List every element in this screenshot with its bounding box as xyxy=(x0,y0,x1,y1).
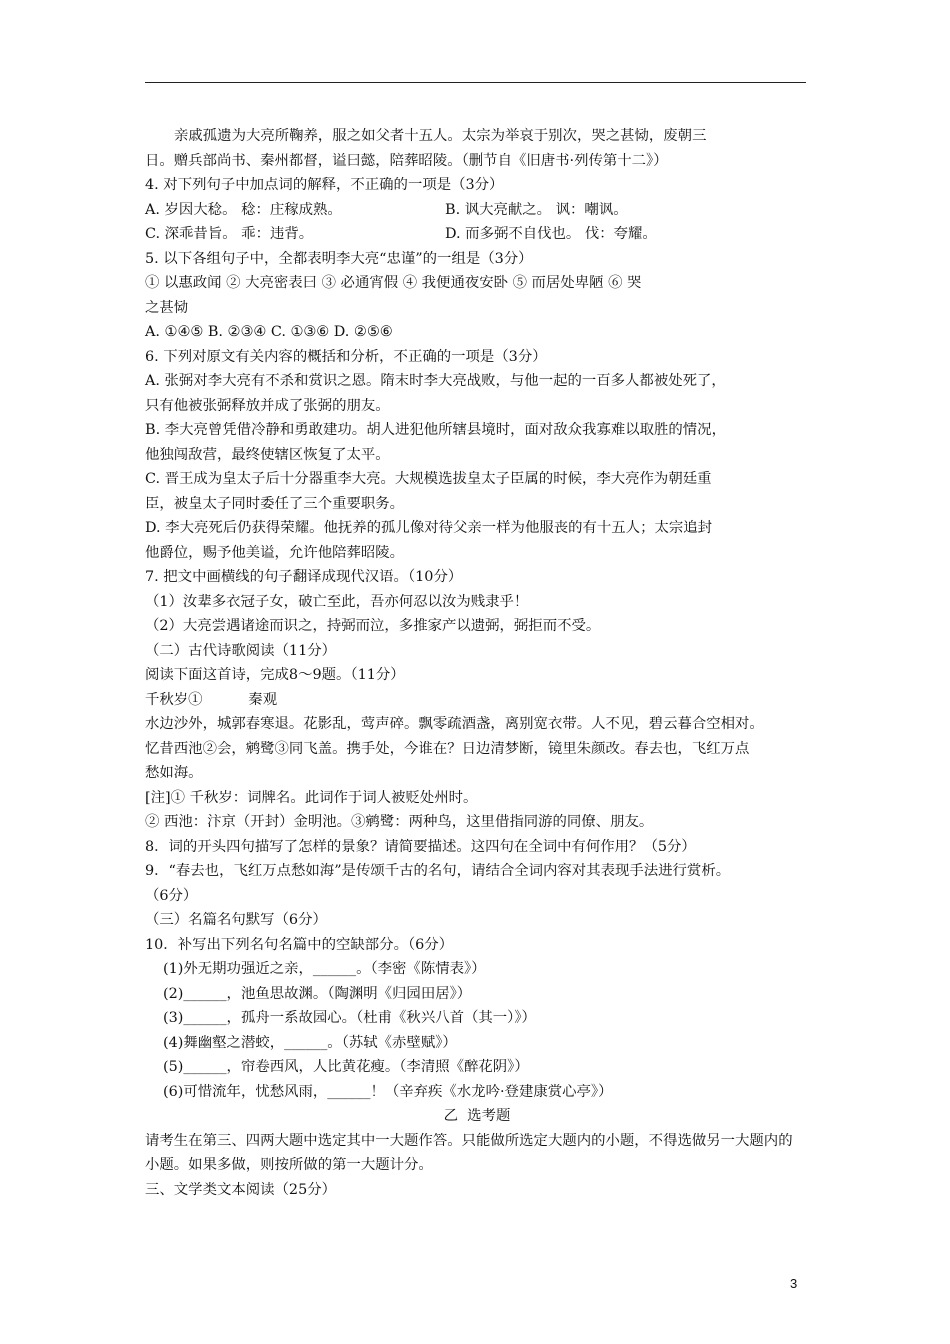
fill-blank-item: (3)______，孤舟一系故园心。（杜甫《秋兴八首（其一）》） xyxy=(163,1010,536,1026)
question-9: 9．“春去也，飞红万点愁如海”是传颂千古的名句，请结合全词内容对其表现手法进行赏析。 xyxy=(145,863,731,879)
option-a: A. 张弼对李大亮有不杀和赏识之恩。隋末时李大亮战败，与他一起的一百多人都被处死了， xyxy=(145,373,726,389)
option-b: B. 李大亮曾凭借冷静和勇敢建功。胡人进犯他所辖县境时，面对敌众我寡难以取胜的情况， xyxy=(145,422,726,438)
question-5-options: A. ①④⑤ B. ②③④ C. ①③⑥ D. ②⑤⑥ xyxy=(145,324,393,340)
poem-note: ② 西池：汴京（开封）金明池。③鹓鹭：两种鸟，这里借指同游的同僚、朋友。 xyxy=(145,814,654,830)
question-8: 8．词的开头四句描写了怎样的景象？请简要描述。这四句在全词中有何作用？（5分） xyxy=(145,838,696,855)
page-number: 3 xyxy=(790,1276,798,1291)
instruction-line: 小题。如果多做，则按所做的第一大题计分。 xyxy=(145,1157,433,1173)
passage-line: 日。赠兵部尚书、秦州都督，谥曰懿，陪葬昭陵。（删节自《旧唐书·列传第十二》） xyxy=(145,152,668,169)
option-a: A. 岁因大稔。 稔：庄稼成熟。 xyxy=(145,201,342,218)
poem-title: 千秋岁① 秦观 xyxy=(145,691,278,708)
option-c: C. 晋王成为皇太子后十分器重李大亮。大规模选拔皇太子臣属的时候，李大亮作为朝廷重 xyxy=(145,471,712,487)
question-10: 10．补写出下列名句名篇中的空缺部分。（6分） xyxy=(145,936,454,953)
question-7: 7. 把文中画横线的句子翻译成现代汉语。（10分） xyxy=(145,569,463,585)
fill-blank-item: (4)舞幽壑之潜蛟，______。（苏轼《赤壁赋》） xyxy=(163,1034,457,1051)
question-7-item: （2）大亮尝遇诸途而识之，持弼而泣，多推家产以遗弼，弼拒而不受。 xyxy=(145,618,601,634)
option-d: D. 而多弼不自伐也。 伐：夸耀。 xyxy=(445,226,657,242)
option-c: 臣，被皇太子同时委任了三个重要职务。 xyxy=(145,495,405,512)
fill-blank-item: (6)可惜流年，忧愁风雨，______！（辛弃疾《水龙吟·登建康赏心亭》） xyxy=(163,1083,613,1100)
part-heading: 乙 选考题 xyxy=(443,1108,511,1124)
question-9: （6分） xyxy=(145,887,198,904)
question-4: 4. 对下列句子中加点词的解释，不正确的一项是（3分） xyxy=(145,177,504,193)
question-5: 5. 以下各组句子中，全都表明李大亮“忠谨”的一组是（3分） xyxy=(145,250,533,267)
page-body xyxy=(145,124,809,1202)
question-4-options-ab xyxy=(145,198,809,223)
poem-line: 忆昔西池②会，鹓鹭③同飞盖。携手处，今谁在？日边清梦断，镜里朱颜改。春去也，飞红万点 xyxy=(145,740,750,757)
question-4-options-cd xyxy=(145,222,809,247)
question-5-items: 之甚恸 xyxy=(145,299,189,316)
header-rule xyxy=(145,82,806,83)
section-heading: 三、文学类文本阅读（25分） xyxy=(145,1181,336,1198)
option-c: C. 深乖昔旨。 乖：违背。 xyxy=(145,226,314,242)
option-d: 他爵位，赐予他美谥，允许他陪葬昭陵。 xyxy=(145,544,405,561)
fill-blank-item: (2)______，池鱼思故渊。（陶渊明《归园田居》） xyxy=(163,985,472,1002)
fill-blank-item: (5)______，帘卷西风，人比黄花瘦。（李清照《醉花阴》） xyxy=(163,1059,529,1075)
section-heading: （三）名篇名句默写（6分） xyxy=(145,912,327,928)
instruction-line: 请考生在第三、四两大题中选定其中一大题作答。只能做所选定大题内的小题，不得选做另一大题内的 xyxy=(145,1132,793,1149)
option-b: B. 讽大亮献之。 讽：嘲讽。 xyxy=(445,201,628,218)
question-5-items: ① 以惠政闻 ② 大亮密表曰 ③ 必通宵假 ④ 我便通夜安卧 ⑤ 而居处卑陋 ⑥ 哭 xyxy=(145,275,642,291)
question-6: 6. 下列对原文有关内容的概括和分析，不正确的一项是（3分） xyxy=(145,348,547,365)
poem-line: 水边沙外，城郭春寒退。花影乱，莺声碎。飘零疏酒盏，离别宽衣带。人不见，碧云暮合空相对。 xyxy=(145,716,764,732)
poem-note: [注]① 千秋岁：词牌名。此词作于词人被贬处州时。 xyxy=(145,789,478,806)
question-7-item: （1）汝辈多衣冠子女，破亡至此，吾亦何忍以汝为贱隶乎！ xyxy=(145,593,529,610)
option-a: 只有他被张弼释放并成了张弼的朋友。 xyxy=(145,397,390,414)
fill-blank-item: (1)外无期功强近之亲，______。（李密《陈情表》） xyxy=(163,961,486,977)
passage-line: 亲戚孤遗为大亮所鞠养，服之如父者十五人。太宗为举哀于别次，哭之甚恸，废朝三 xyxy=(174,128,707,144)
poem-line: 愁如海。 xyxy=(145,765,203,781)
section-heading: （二）古代诗歌阅读（11分） xyxy=(145,642,336,659)
option-b: 他独闯敌营，最终使辖区恢复了太平。 xyxy=(145,446,390,463)
poem-intro: 阅读下面这首诗，完成8～9题。（11分） xyxy=(145,667,405,683)
option-d: D. 李大亮死后仍获得荣耀。他抚养的孤儿像对待父亲一样为他服丧的有十五人；太宗追封 xyxy=(145,520,713,536)
